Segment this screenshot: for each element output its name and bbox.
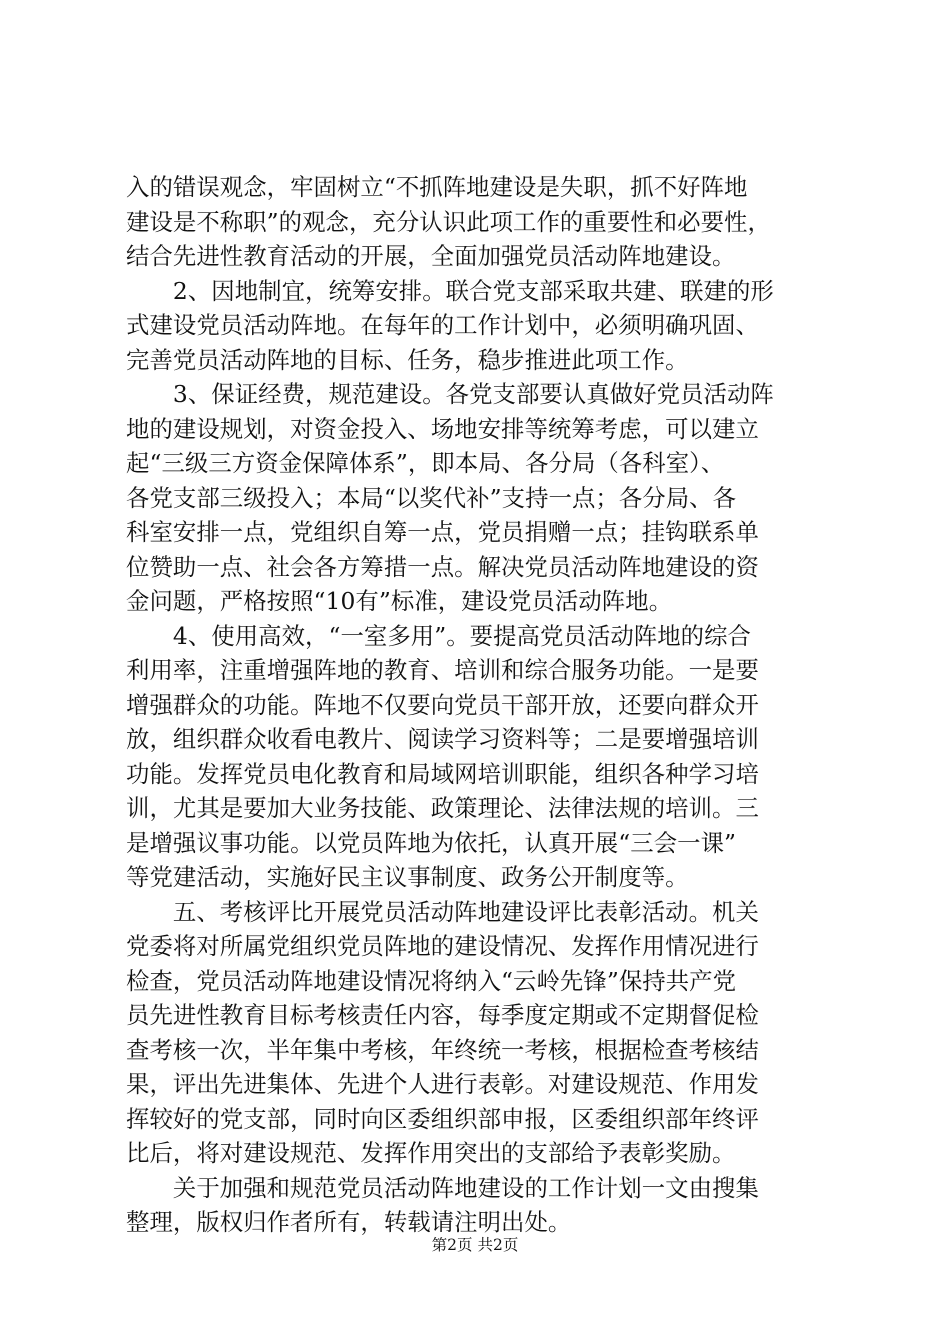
text-line: 2、因地制宜，统筹安排。联合党支部采取共建、联建的形 bbox=[126, 276, 774, 305]
page-footer: 第2页 共2页 bbox=[431, 1236, 519, 1254]
text-line: 关于加强和规范党员活动阵地建设的工作计划一文由搜集 bbox=[126, 1173, 759, 1202]
text-line: 各党支部三级投入；本局“以奖代补”支持一点；各分局、各 bbox=[126, 483, 737, 512]
text-line: 入的错误观念，牢固树立“不抓阵地建设是失职，抓不好阵地 bbox=[126, 173, 748, 201]
text-line: 比后，将对建设规范、发挥作用突出的支部给予表彰奖励。 bbox=[126, 1139, 736, 1167]
text-line: 增强群众的功能。阵地不仅要向党员干部开放，还要向群众开 bbox=[126, 690, 759, 719]
text-line: 式建设党员活动阵地。在每年的工作计划中，必须明确巩固、 bbox=[126, 311, 759, 339]
text-line: 结合先进性教育活动的开展，全面加强党员活动阵地建设。 bbox=[126, 242, 736, 270]
text-line: 员先进性教育目标考核责任内容，每季度定期或不定期督促检 bbox=[126, 1001, 759, 1029]
text-line: 是增强议事功能。以党员阵地为依托，认真开展“三会一课” bbox=[126, 828, 737, 857]
text-line: 查考核一次，半年集中考核，年终统一考核，根据检查考核结 bbox=[126, 1035, 759, 1064]
text-line: 位赞助一点、社会各方筹措一点。解决党员活动阵地建设的资 bbox=[126, 552, 759, 581]
text-line: 放，组织群众收看电教片、阅读学习资料等；二是要增强培训 bbox=[126, 725, 759, 753]
text-line: 整理，版权归作者所有，转载请注明出处。 bbox=[126, 1208, 572, 1236]
text-line: 金问题，严格按照“10有”标准，建设党员活动阵地。 bbox=[126, 587, 673, 615]
text-line: 训，尤其是要加大业务技能、政策理论、法律法规的培训。三 bbox=[126, 794, 759, 822]
text-line: 果，评出先进集体、先进个人进行表彰。对建设规范、作用发 bbox=[126, 1070, 759, 1098]
text-line: 4、使用高效，“一室多用”。要提高党员活动阵地的综合 bbox=[126, 621, 751, 650]
text-line: 等党建活动，实施好民主议事制度、政务公开制度等。 bbox=[126, 863, 689, 891]
text-line: 地的建设规划，对资金投入、场地安排等统筹考虑，可以建立 bbox=[126, 414, 759, 443]
document-body bbox=[126, 170, 836, 1240]
text-line: 起“三级三方资金保障体系”，即本局、各分局（各科室）、 bbox=[126, 449, 725, 477]
text-line: 五、考核评比开展党员活动阵地建设评比表彰活动。机关 bbox=[126, 897, 759, 926]
text-line: 党委将对所属党组织党员阵地的建设情况、发挥作用情况进行 bbox=[126, 932, 759, 960]
text-line: 挥较好的党支部，同时向区委组织部申报，区委组织部年终评 bbox=[126, 1104, 759, 1133]
text-line: 检查，党员活动阵地建设情况将纳入“云岭先锋”保持共产党 bbox=[126, 966, 737, 995]
text-line: 完善党员活动阵地的目标、任务，稳步推进此项工作。 bbox=[126, 345, 689, 374]
text-line: 功能。发挥党员电化教育和局域网培训职能，组织各种学习培 bbox=[126, 759, 759, 788]
text-line: 3、保证经费，规范建设。各党支部要认真做好党员活动阵 bbox=[126, 380, 774, 408]
text-line: 建设是不称职”的观念，充分认识此项工作的重要性和必要性， bbox=[126, 207, 771, 236]
text-line: 科室安排一点，党组织自筹一点，党员捐赠一点；挂钩联系单 bbox=[126, 518, 759, 546]
text-line: 利用率，注重增强阵地的教育、培训和综合服务功能。一是要 bbox=[126, 656, 759, 684]
